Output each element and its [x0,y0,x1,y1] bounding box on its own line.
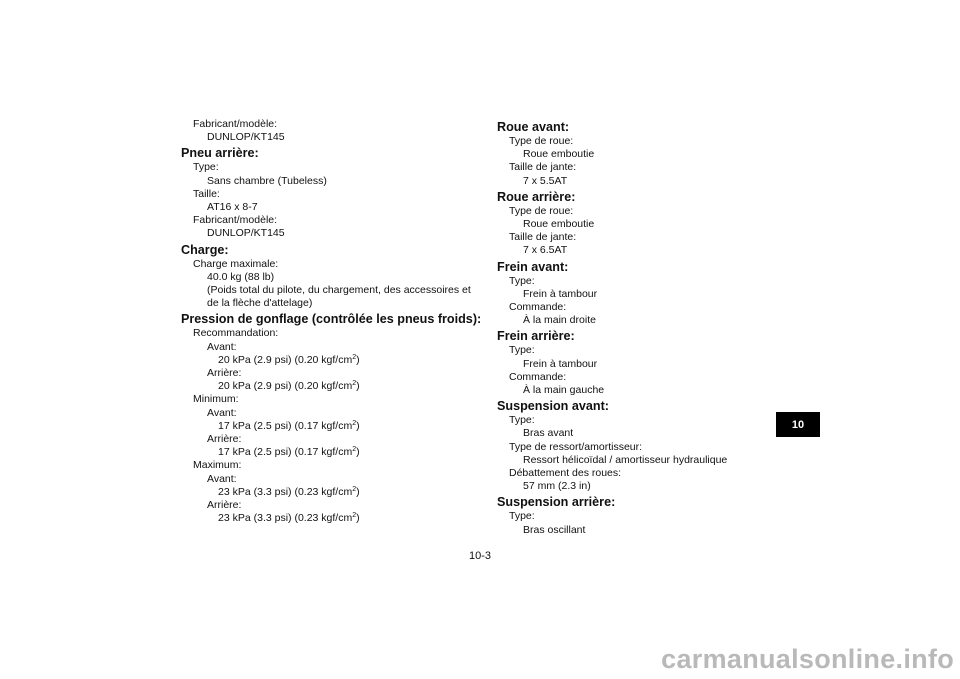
spec-line [181,486,481,499]
spec-text: Type: [509,344,535,357]
spec-line [497,161,767,174]
spec-text: DUNLOP/KT145 [207,227,285,240]
spec-line [497,414,767,427]
spec-text: Recommandation: [193,327,279,340]
section-heading [497,328,767,344]
spec-text: Type de ressort/amortisseur: [509,440,643,453]
spec-text: À la main gauche [523,384,605,397]
section-heading [181,311,481,327]
spec-text: Roue arrière: [497,189,576,204]
spec-text: Fabricant/modèle: [193,214,278,227]
spec-line [181,446,481,459]
left-column [181,118,481,525]
superscript: 2 [352,353,357,361]
spec-text: 40.0 kg (88 lb) [207,270,275,283]
spec-text: Bras avant [523,427,574,440]
spec-line [497,301,767,314]
spec-text: Charge: [181,242,229,257]
spec-line [497,231,767,244]
spec-text: 17 kPa (2.5 psi) (0.17 kgf/cm [218,419,353,432]
watermark: carmanualsonline.info [661,644,954,674]
spec-text: Arrière: [207,499,242,512]
spec-line [181,380,481,393]
spec-text: À la main droite [523,314,596,327]
spec-line [497,244,767,257]
closing-paren: ) [356,512,360,525]
chapter-tab: 10 [776,412,820,437]
superscript: 2 [352,380,357,388]
spec-text: Taille de jante: [509,161,577,174]
spec-text: Sans chambre (Tubeless) [207,174,327,187]
spec-text: Type de roue: [509,135,574,147]
spec-line [181,354,481,367]
spec-line [181,459,481,472]
spec-line [497,524,767,537]
spec-line [181,258,481,271]
spec-text: Commande: [509,370,567,383]
spec-text: Type: [509,414,535,427]
spec-text: 17 kPa (2.5 psi) (0.17 kgf/cm [218,446,353,459]
spec-text: 23 kPa (3.3 psi) (0.23 kgf/cm [218,485,353,498]
spec-text: Taille de jante: [509,231,577,244]
spec-line [181,367,481,380]
spec-line [181,341,481,354]
section-heading [497,119,767,135]
spec-text: 57 mm (2.3 in) [523,480,591,493]
spec-text: DUNLOP/KT145 [207,131,285,144]
spec-line [181,131,481,144]
spec-text: (Poids total du pilote, du chargement, des accessoires et [207,284,471,297]
spec-line [497,480,767,493]
spec-line [497,427,767,440]
closing-paren: ) [356,380,360,393]
spec-text: 7 x 5.5AT [523,174,568,187]
closing-paren: ) [356,353,360,366]
superscript: 2 [352,485,357,493]
spec-text: Minimum: [193,393,239,406]
spec-text: Type: [509,274,535,287]
spec-text: Frein arrière: [497,329,575,344]
spec-line [497,344,767,357]
spec-text: Suspension arrière: [497,495,616,510]
superscript: 2 [352,446,357,454]
spec-text: 23 kPa (3.3 psi) (0.23 kgf/cm [218,512,353,525]
spec-text: 20 kPa (2.9 psi) (0.20 kgf/cm [218,380,353,393]
section-heading [181,145,481,161]
spec-line [497,358,767,371]
spec-text: Ressort hélicoïdal / amortisseur hydraulique [523,453,728,466]
spec-text: de la flèche d'attelage) [207,297,313,310]
spec-line [497,371,767,384]
spec-text: Pression de gonflage (contrôlée les pneus froids): [181,312,482,327]
spec-text: Débattement des roues: [509,467,622,480]
spec-line [497,205,767,218]
spec-text: Type: [193,161,219,174]
spec-line [497,454,767,467]
spec-line [181,327,481,340]
spec-line [181,512,481,525]
spec-text: Charge maximale: [193,257,279,270]
closing-paren: ) [356,446,360,459]
spec-text: Avant: [207,340,237,353]
spec-line [181,499,481,512]
spec-text: Avant: [207,472,237,485]
spec-text: Commande: [509,301,567,314]
spec-line [497,175,767,188]
spec-line [497,218,767,231]
spec-text: Suspension avant: [497,399,609,414]
spec-text: Frein avant: [497,259,569,274]
section-heading [497,259,767,275]
spec-line [181,284,481,297]
spec-line [497,148,767,161]
spec-text: 7 x 6.5AT [523,244,568,257]
right-column [497,118,767,537]
spec-line [181,433,481,446]
spec-line [497,288,767,301]
spec-text: Type de roue: [509,204,574,217]
spec-line [181,175,481,188]
spec-text: Roue avant: [497,120,570,134]
spec-line [497,441,767,454]
spec-text: 20 kPa (2.9 psi) (0.20 kgf/cm [218,353,353,366]
section-heading [497,494,767,510]
spec-line [181,271,481,284]
spec-line [181,473,481,486]
spec-text: Fabricant/modèle: [193,118,278,130]
spec-line [181,188,481,201]
spec-line [181,118,481,131]
superscript: 2 [352,419,357,427]
spec-line [497,135,767,148]
spec-line [181,420,481,433]
spec-line [181,214,481,227]
spec-text: Maximum: [193,459,242,472]
spec-text: Avant: [207,406,237,419]
spec-text: Roue emboutie [523,148,595,161]
spec-line [181,227,481,240]
spec-line [497,510,767,523]
spec-text: Arrière: [207,367,242,380]
section-heading [497,398,767,414]
spec-line [181,161,481,174]
spec-text: Type: [509,510,535,523]
spec-text: Arrière: [207,433,242,446]
page-number: 10-3 [468,550,492,562]
spec-line [497,467,767,480]
spec-text: Pneu arrière: [181,146,259,161]
spec-text: Taille: [193,187,220,200]
spec-line [181,201,481,214]
spec-line [181,407,481,420]
spec-line [497,384,767,397]
spec-line [181,393,481,406]
spec-line [497,314,767,327]
section-heading [497,189,767,205]
spec-text: Frein à tambour [523,357,598,370]
spec-text: Bras oscillant [523,523,586,536]
superscript: 2 [352,512,357,520]
spec-line [497,275,767,288]
spec-text: AT16 x 8-7 [207,201,258,214]
closing-paren: ) [356,419,360,432]
closing-paren: ) [356,485,360,498]
spec-text: Frein à tambour [523,287,598,300]
spec-line [181,297,481,310]
section-heading [181,242,481,258]
spec-text: Roue emboutie [523,218,595,231]
